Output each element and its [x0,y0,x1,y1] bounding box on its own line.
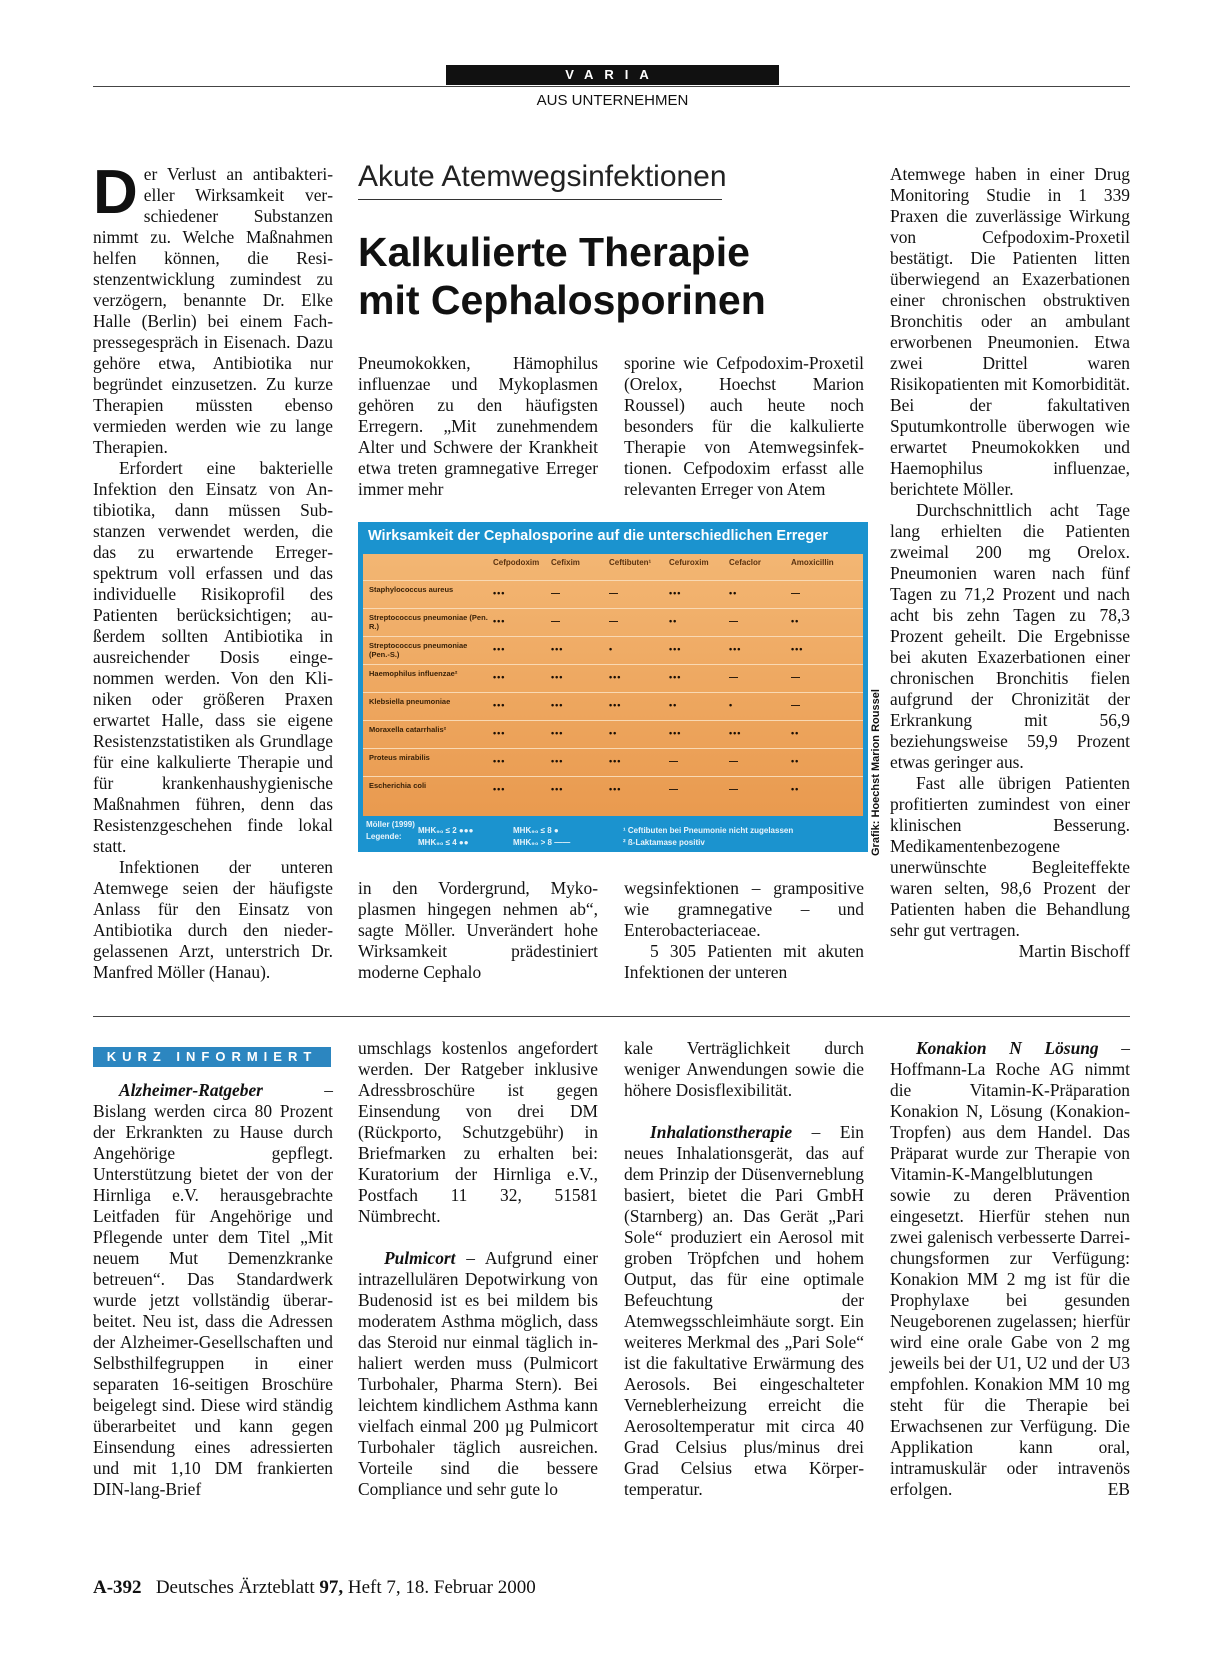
chart-cell: ••• [669,644,682,654]
chart-cell: — [791,588,801,598]
chart-cell: ••• [493,756,506,766]
chart-cell: ••• [729,644,742,654]
chart-cell: •• [791,756,800,766]
chart-cell: — [551,588,561,598]
chart-row-label: Proteus mirabilis [369,753,430,762]
article-column-4 [890,164,1130,962]
chart-row-label: Klebsiella pneumoniae [369,697,451,706]
chart-footnote: ² ß-Laktamase positiv [623,838,705,847]
page-footer [93,1577,536,1599]
paragraph: sporine wie Cefpodoxim-Proxetil (Orelox, Hoechst Marion Roussel) auch heute noch besonders für die kalkulierte Therapie von Atemwegsinfektionen. Cefpodoxim erfasst alle relevanten Erreger von Atem [624,353,864,499]
chart-column-header: Cefuroxim [669,558,709,567]
kurz-column-2 [358,1038,598,1500]
chart-cell: •• [791,616,800,626]
chart-cell: •• [669,616,678,626]
chart-cell: ••• [493,672,506,682]
drop-cap: D [93,158,138,227]
chart-legend-item: MHK₉₀ ≤ 8 ● [513,826,559,835]
header-rule [93,86,1130,87]
chart-row [363,776,863,804]
chart-cell: • [729,700,734,710]
news-title: Inhalationstherapie [650,1122,793,1142]
efficacy-table-chart [358,522,868,852]
chart-row-label: Escherichia coli [369,781,427,790]
chart-cell: — [729,672,739,682]
chart-cell: ••• [493,700,506,710]
paragraph: wegsinfektionen – grampositive wie gramnegative – und Enterobacteriaceae. [624,878,864,940]
chart-cell: — [791,672,801,682]
chart-legend-item: MHK₉₀ > 8 —— [513,838,571,847]
chart-cell: — [729,784,739,794]
chart-row-label: Haemophilus influenzae² [369,669,458,678]
news-item: Konakion N Lösung – Hoffmann-La Roche AG nimmt die Vitamin-K-Präparation Konakion N, Lösung (Konakion-Tropfen) aus dem Handel. Das Präparat wurde zur Therapie von Vitamin-K-Mangelblutungen sowie zu deren Prävention eingesetzt. Hierfür stehen nun zwei galenisch verbesserte Darreichungsformen zur Verfügung: Konakion MM 2 mg ist für die Prophylaxe bei gesunden Neugeborenen zugelassen; hierfür wird eine orale Gabe von 2 mg jeweils bei der U1, U2 und der U3 empfohlen. Konakion MM 10 mg steht für die Therapie bei Erwachsenen zur Verfügung. Die Applikation kann oral, intramuskulär oder intravenös erfolgen. EB [890,1038,1130,1499]
news-item: Alzheimer-Ratgeber – Bislang werden circa 80 Prozent der Erkrankten zu Hause durch Angehörige gepflegt. Unterstützung bietet der von der Hirnliga e.V. herausgebrachte Leitfaden für Angehörige und Pflegende unter dem Titel „Mit neuem Mut Demenzkranke betreuen“. Das Standardwerk wurde jetzt vollständig überarbeitet. Neu ist, dass die Adressen der Alzheimer-Gesellschaften und Selbsthilfegruppen in einer separaten 16-seitigen Broschüre beigelegt sind. Diese wird ständig überarbeitet und kann gegen Einsendung eines adressierten und mit 1,10 DM frankierten DIN-lang-Brief [93,1080,333,1499]
chart-cell: — [791,700,801,710]
article-headline [358,228,766,324]
article-kicker: Akute Atemwegsinfektionen [358,160,727,193]
chart-cell: — [669,756,679,766]
chart-cell: ••• [669,588,682,598]
news-title: Konakion N Lösung [916,1038,1099,1058]
chart-column-header: Cefpodoxim [493,558,540,567]
chart-cell: •• [791,728,800,738]
article-column-2-top [358,353,598,500]
chart-footnote: ¹ Ceftibuten bei Pneumonie nicht zugelassen [623,826,794,835]
chart-column-header: Cefixim [551,558,580,567]
chart-column-header: Amoxicillin [791,558,834,567]
chart-row [363,692,863,720]
news-item-continued: umschlags kostenlos angefordert werden. Der Ratgeber inklusive Adressbroschüre ist gegen Einsendung von drei DM (Rückporto, Schutzgebühr) in Briefmarken zu erhalten bei: Kuratorium der Hirnliga e.V., Postfach 11 32, 51581 Nümbrecht. [358,1038,598,1226]
chart-row [363,636,863,664]
chart-cell: ••• [493,616,506,626]
kurz-column-3 [624,1038,864,1500]
chart-legend-item: MHK₉₀ ≤ 2 ●●● [418,826,474,835]
chart-row [363,608,863,636]
chart-cell: •• [669,700,678,710]
chart-cell: • [609,644,614,654]
paragraph: Durchschnittlich acht Tage lang erhielten die Patienten zweimal 200 mg Orelox. Pneumonien waren nach fünf Tagen zu 71,2 Prozent und nach acht bis zehn Tagen zu 78,3 Prozent geheilt. Die Ergebnisse bei akuten Exazerbationen einer chronischen Bronchitis fielen aufgrund der Chronizität der Erkrankung mit 56,9 beziehungsweise 59,9 Prozent etwas geringer aus. [890,500,1130,772]
chart-cell: ••• [551,756,564,766]
headline-line-1: Kalkulierte Therapie [358,229,750,275]
chart-cell: ••• [551,644,564,654]
chart-cell: — [669,784,679,794]
paragraph: Erfordert eine bakterielle Infektion den Einsatz von Antibiotika, dann müssen Substanzen verwendet werden, die das zu erwartende Erregerspektrum voll erfassen und das individuelle Risikoprofil des Patienten berücksichtigen; außerdem sollten Antibiotika in ausreichender Dosis eingenommen werden. Von den Kliniken oder größeren Praxen erwartet Halle, dass sie eigene Resistenzstatistiken als Grundlage für eine kalkulierte Therapie und für krankenhaushygienische Maßnahmen führen, denn das Resistenzgeschehen finde lokal statt. [93,458,333,856]
kurz-column-4 [890,1038,1130,1500]
chart-title: Wirksamkeit der Cephalosporine auf die unterschiedlichen Erreger [368,528,828,544]
chart-cell: •• [791,784,800,794]
chart-row-label: Moraxella catarrhalis² [369,725,447,734]
paragraph: Atemwege haben in einer Drug Monitoring Studie in 1 339 Praxen die zuverlässige Wirkung von Cefpodoxim-Proxetil bestätigt. Die Patienten litten überwiegend an Exazerbationen einer chronischen obstruktiven Bronchitis oder an ambulant erworbenen Pneumonien. Etwa zwei Drittel waren Risikopatienten mit Komorbidität. Bei der fakultativen Sputumkontrolle überwogen wie erwartet Pneumokokken und Haemophilus influenzae, berichtete Möller. [890,164,1130,499]
section-divider [93,1016,1130,1017]
chart-cell: ••• [609,700,622,710]
chart-cell: ••• [791,644,804,654]
paragraph: Pneumokokken, Hämophilus influenzae und Mykoplasmen gehören zu den häufigsten Erregern. „Mit zunehmendem Alter und Schwere der Krankheit etwa treten gramnegative Erreger immer mehr [358,353,598,499]
chart-column-header: Cefaclor [729,558,762,567]
paragraph: Fast alle übrigen Patienten profitierten zumindest von einer klinischen Besserung. Medikamentenbezogene unerwünschte Begleiteffekte waren selten, 98,6 Prozent der Patienten haben die Behandlung sehr gut vertragen. Martin Bischoff [890,773,1130,961]
news-item: Inhalationstherapie – Ein neues Inhalationsgerät, das auf dem Prinzip der Düsenverneblung basiert, bietet die Pari GmbH (Starnberg) an. Das Gerät „Pari Sole“ produziert ein Aerosol mit groben Tröpfchen und hohem Output, das für eine optimale Befeuchtung der Atemwegsschleimhäute sorgt. Ein weiteres Merkmal des „Pari Sole“ ist die fakultative Erwärmung des Aerosols. Bei eingeschalteter Verneblerheizung erreicht die Aerosoltemperatur mit circa 40 Grad Celsius plus/minus drei Grad Celsius etwa Körpertemperatur. [624,1122,864,1499]
chart-cell: ••• [669,672,682,682]
chart-row [363,748,863,776]
news-title: Alzheimer-Ratgeber [119,1080,263,1100]
author: Martin Bischoff [1018,941,1130,961]
page-number: A-392 [93,1577,142,1598]
image-credit: Grafik: Hoechst Marion Roussel [870,689,882,856]
chart-cell: ••• [493,644,506,654]
chart-cell: ••• [551,672,564,682]
chart-cell: ••• [609,784,622,794]
issue: Heft 7, 18. Februar 2000 [347,1577,536,1598]
chart-row-label: Streptococcus pneumoniae (Pen. R.) [369,613,488,631]
kurz-informiert-banner: KURZ INFORMIERT [93,1047,331,1067]
chart-cell: •• [729,588,738,598]
chart-cell: ••• [551,784,564,794]
paragraph: er Verlust an antibakterieller Wirksamkeit verschiedener Substanzen nimmt zu. Welche Maßnahmen helfen können, die Resistenzentwicklung zumindest zu verzögern, benannte Dr. Elke Halle (Berlin) bei einem Fachpressegespräch in Eisenach. Dazu gehöre etwa, Antibiotika nur begründet einzusetzen. Zu kurze Therapien müssten ebenso vermieden werden wie zu lange Therapien. [93,164,333,457]
chart-cell: ••• [551,700,564,710]
chart-row-label: Streptococcus pneumoniae (Pen.-S.) [369,641,468,659]
chart-row-label: Staphylococcus aureus [369,585,454,594]
article-column-1 [93,158,333,983]
chart-legend-label: Legende: [366,832,402,841]
chart-source-note: Möller (1999) [366,820,415,829]
chart-cell: ••• [493,728,506,738]
chart-column-header: Ceftibuten¹ [609,558,652,567]
chart-cell: ••• [609,756,622,766]
journal-name: Deutsches Ärzteblatt [155,1577,315,1598]
news-item-continued: kale Verträglichkeit durch weniger Anwendungen sowie die höhere Dosisflexibilität. [624,1038,864,1100]
chart-cell: — [609,616,619,626]
paragraph: Infektionen der unteren Atemwege seien der häufigste Anlass für den Einsatz von Antibiotika durch den niedergelassenen Arzt, unterstrich Dr. Manfred Möller (Hanau). [93,857,333,982]
volume: 97, [319,1577,344,1598]
article-column-3-top [624,353,864,500]
chart-row [363,580,863,608]
headline-line-2: mit Cephalosporinen [358,277,766,323]
kicker-rule [358,199,722,200]
chart-row [363,720,863,748]
chart-cell: ••• [729,728,742,738]
article-column-2-bottom [358,878,598,983]
news-item: Pulmicort – Aufgrund einer intrazellulären Depotwirkung von Budenosid ist es bei mildem bis moderatem Asthma möglich, dass das Steroid nur einmal täglich inhaliert werden muss (Pulmicort Turbohaler, Pharma Stern). Bei leichtem kindlichem Asthma kann vielfach einmal 200 µg Pulmicort Turbohaler täglich ausreichen. Vorteile sind die bessere Compliance und sehr gute lo [358,1248,598,1499]
chart-cell: ••• [669,728,682,738]
chart-cell: — [609,588,619,598]
paragraph: 5 305 Patienten mit akuten Infektionen der unteren [624,941,864,982]
chart-cell: ••• [551,728,564,738]
chart-cell: — [551,616,561,626]
chart-cell: •• [609,728,618,738]
chart-cell: — [729,756,739,766]
subsection-label: AUS UNTERNEHMEN [536,92,689,109]
paragraph: in den Vordergrund, Mykoplasmen hingegen nehmen ab“, sagte Möller. Unverändert hohe Wirksamkeit prädestiniert moderne Cephalo [358,878,598,982]
chart-cell: — [729,616,739,626]
article-column-3-bottom [624,878,864,983]
chart-legend-item: MHK₉₀ ≤ 4 ●● [418,838,469,847]
news-author: EB [1107,1479,1130,1499]
chart-row [363,664,863,692]
chart-cell: ••• [493,784,506,794]
chart-cell: ••• [493,588,506,598]
news-title: Pulmicort [384,1248,456,1268]
chart-cell: ••• [609,672,622,682]
section-label: VARIA [446,65,779,85]
kurz-column-1 [93,1080,333,1500]
